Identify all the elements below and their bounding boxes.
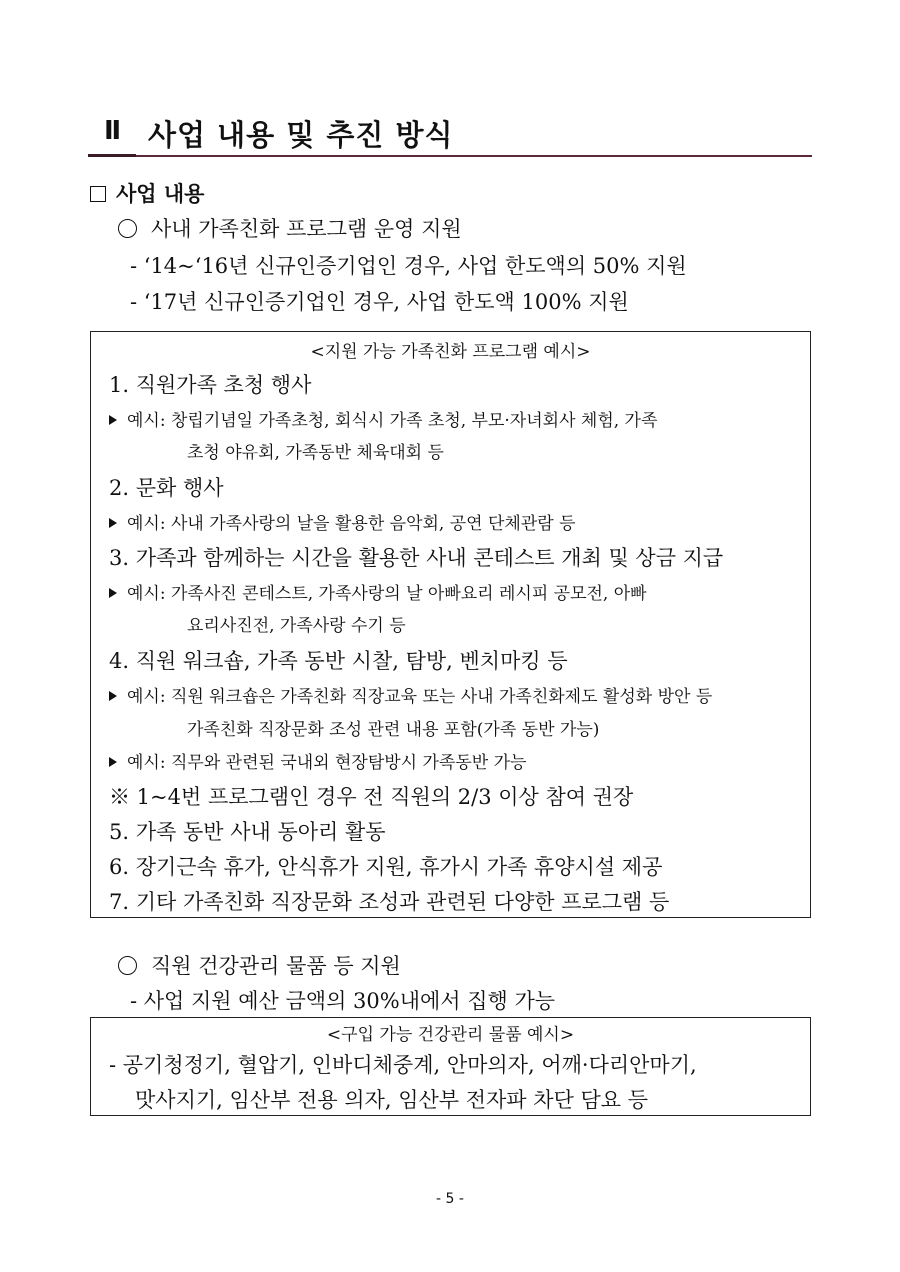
- circle-bullet-icon: [118, 219, 137, 238]
- program-item: 1. 직원가족 초청 행사: [109, 373, 312, 397]
- section-title: 사업 내용 및 추진 방식: [148, 118, 454, 152]
- health-example-box: [90, 1017, 811, 1116]
- program-item: 6. 장기근속 휴가, 안식휴가 지원, 휴가시 가족 휴양시설 제공: [109, 855, 663, 879]
- program-item: 4. 직원 워크숍, 가족 동반 시찰, 탐방, 벤치마킹 등: [109, 649, 568, 673]
- health-support-heading: [118, 950, 401, 980]
- health-box-line: 맛사지기, 임산부 전용 의자, 임산부 전자파 차단 담요 등: [135, 1088, 649, 1112]
- program-example-box: [90, 331, 811, 918]
- program-item: 5. 가족 동반 사내 동아리 활동: [109, 820, 386, 844]
- triangle-bullet-icon: [109, 518, 117, 528]
- program-note: ※ 1~4번 프로그램인 경우 전 직원의 2/3 이상 참여 권장: [109, 785, 634, 809]
- program-support-bullet: - ‘14~‘16년 신규인증기업인 경우, 사업 한도액의 50% 지원: [130, 254, 687, 278]
- checkbox-square-icon: [90, 186, 106, 202]
- subheading: [90, 178, 204, 208]
- program-example: 예시: 직무와 관련된 국내외 현장탐방시 가족동반 가능: [109, 748, 526, 773]
- program-support-heading: [118, 213, 462, 243]
- circle-bullet-icon: [118, 956, 137, 975]
- program-example: 예시: 사내 가족사랑의 날을 활용한 음악회, 공연 단체관람 등: [109, 509, 576, 534]
- program-support-heading-text: 사내 가족친화 프로그램 운영 지원: [151, 217, 462, 241]
- health-support-bullet: - 사업 지원 예산 금액의 30%내에서 집행 가능: [130, 989, 556, 1013]
- health-support-heading-text: 직원 건강관리 물품 등 지원: [151, 954, 401, 978]
- heading-rule: [136, 155, 812, 157]
- program-item: 3. 가족과 함께하는 시간을 활용한 사내 콘테스트 개최 및 상금 지급: [109, 546, 724, 570]
- health-box-title: <구입 가능 건강관리 물품 예시>: [326, 1025, 575, 1045]
- subheading-text: 사업 내용: [116, 182, 205, 206]
- program-support-bullet: - ‘17년 신규인증기업인 경우, 사업 한도액 100% 지원: [130, 290, 629, 314]
- program-item: 2. 문화 행사: [109, 476, 224, 500]
- heading-rule-thick: [88, 154, 136, 157]
- program-example-continued: 요리사진전, 가족사랑 수기 등: [187, 616, 406, 636]
- program-example: 예시: 가족사진 콘테스트, 가족사랑의 날 아빠요리 레시피 공모전, 아빠: [109, 579, 647, 604]
- program-example: 예시: 창립기념일 가족초청, 회식시 가족 초청, 부모·자녀회사 체험, 가족: [109, 406, 657, 431]
- triangle-bullet-icon: [109, 415, 117, 425]
- program-example-continued: 가족친화 직장문화 조성 관련 내용 포함(가족 동반 가능): [187, 720, 600, 740]
- program-box-title: <지원 가능 가족친화 프로그램 예시>: [310, 342, 591, 362]
- health-box-line: - 공기청정기, 혈압기, 인바디체중계, 안마의자, 어깨·다리안마기,: [109, 1053, 697, 1077]
- section-number: Ⅱ: [104, 116, 122, 146]
- triangle-bullet-icon: [109, 757, 117, 767]
- program-example: 예시: 직원 워크숍은 가족친화 직장교육 또는 사내 가족친화제도 활성화 방안 등: [109, 682, 712, 707]
- program-item: 7. 기타 가족친화 직장문화 조성과 관련된 다양한 프로그램 등: [109, 890, 670, 914]
- triangle-bullet-icon: [109, 691, 117, 701]
- triangle-bullet-icon: [109, 588, 117, 598]
- page-number: - 5 -: [436, 1191, 464, 1207]
- program-example-continued: 초청 야유회, 가족동반 체육대회 등: [187, 443, 444, 463]
